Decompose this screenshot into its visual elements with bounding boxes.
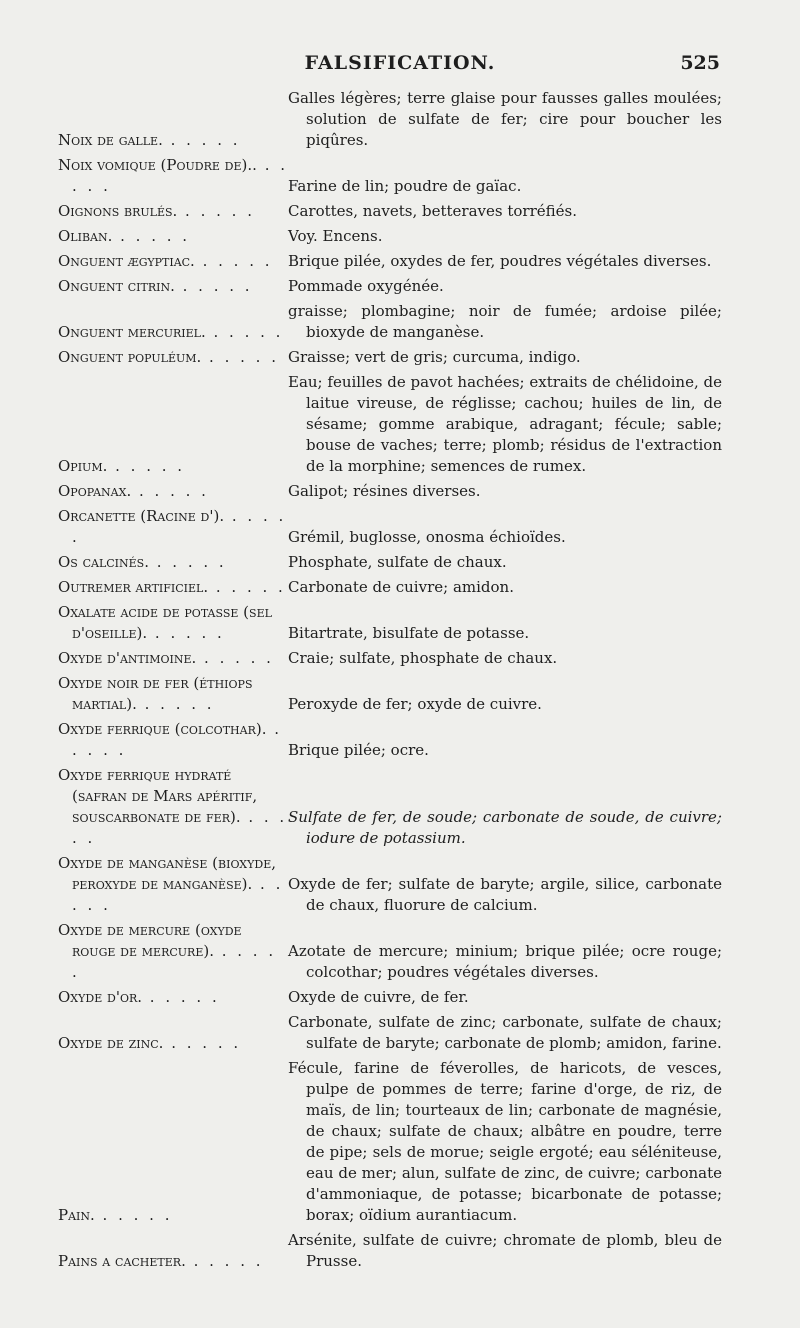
page-header — [0, 52, 800, 80]
entry-definition: Voy. Encens. — [288, 227, 383, 245]
entry-list — [58, 88, 722, 1276]
entry-onguent-citrin — [58, 276, 722, 297]
entry-os-calcines — [58, 552, 722, 573]
entry-definition: Phosphate, sulfate de chaux. — [288, 553, 507, 571]
entry-definition: Bitartrate, bisulfate de potasse. — [288, 624, 530, 642]
entry-definition: graisse; plombagine; noir de fumée; ardoise pilée; bioxyde de manganèse. — [288, 302, 722, 341]
leader-dots: . . . . . — [107, 457, 186, 475]
entry-onguent-mercuriel — [58, 301, 722, 343]
running-title: FALSIFICATION. — [304, 52, 496, 74]
leader-dots: . . . . . — [163, 1034, 242, 1052]
entry-definition: Craie; sulfate, phosphate de chaux. — [288, 649, 558, 667]
entry-term: Noix de galle. . . . . . — [58, 131, 241, 149]
entry-term: Pain. . . . . . — [58, 1206, 173, 1224]
entry-noix-de-galle — [58, 88, 722, 151]
entry-term: Oliban. . . . . . — [58, 227, 191, 245]
leader-dots: . . . . . — [147, 624, 225, 642]
entry-term: Oxyde de zinc. . . . . . — [58, 1034, 242, 1052]
entry-term: Oxyde d'or. . . . . . — [58, 988, 220, 1006]
entry-term: Opopanax. . . . . . — [58, 482, 209, 500]
leader-dots: . . . . . — [72, 156, 288, 195]
entry-term: Onguent citrin. . . . . . — [58, 277, 253, 295]
leader-dots: . . . . . — [136, 695, 215, 713]
entry-definition: Brique pilée; ocre. — [288, 741, 429, 759]
entry-term: Onguent populéum. . . . . . — [58, 348, 279, 366]
entry-oxyde-de-zinc — [58, 1012, 722, 1054]
entry-oxalate-acide-de-potasse — [58, 602, 722, 644]
entry-onguent-populeum — [58, 347, 722, 368]
entry-oxyde-dor — [58, 987, 722, 1008]
entry-term: Orcanette (Racine d'). . . . . . — [58, 507, 287, 546]
leader-dots: . . . . . — [94, 1206, 173, 1224]
entry-definition: Peroxyde de fer; oxyde de cuivre. — [288, 695, 542, 713]
entry-pain — [58, 1058, 722, 1226]
entry-oliban — [58, 226, 722, 247]
entry-definition: Carottes, navets, betteraves torréfiés. — [288, 202, 577, 220]
entry-oxyde-noir-de-fer — [58, 673, 722, 715]
leader-dots: . . . . . — [72, 720, 283, 759]
entry-term: Oxyde ferrique hydraté (safran de Mars apéritif, souscarbonate de fer). . . . . . — [58, 766, 288, 847]
entry-definition: Pommade oxygénée. — [288, 277, 444, 295]
entry-term: Outremer artificiel. . . . . . — [58, 578, 286, 596]
entry-definition: Grémil, buglosse, onosma échioïdes. — [288, 528, 566, 546]
entry-pains-a-cacheter — [58, 1230, 722, 1272]
leader-dots: . . . . . — [149, 553, 227, 571]
leader-dots: . . . . . — [174, 277, 253, 295]
leader-dots: . . . . . — [72, 507, 287, 546]
entry-definition: Carbonate, sulfate de zinc; carbonate, sulfate de chaux; sulfate de baryte; carbonate de plomb; amidon, farine. — [288, 1013, 722, 1052]
entry-term: Oxalate acide de potasse (sel d'oseille). . . . . . — [58, 603, 272, 642]
entry-orcanette — [58, 506, 722, 548]
entry-definition: Azotate de mercure; minium; brique pilée; ocre rouge; colcothar; poudres végétales diverses. — [288, 942, 722, 981]
entry-term: Oxyde d'antimoine. . . . . . — [58, 649, 274, 667]
entry-term: Onguent mercuriel. . . . . . — [58, 323, 284, 341]
leader-dots: . . . . . — [131, 482, 209, 500]
entry-oxyde-dantimoine — [58, 648, 722, 669]
entry-definition: Sulfate de fer, de soude; carbonate de soude, de cuivre; iodure de potassium. — [288, 808, 722, 847]
entry-definition: Galipot; résines diverses. — [288, 482, 481, 500]
leader-dots: . . . . . — [162, 131, 241, 149]
entry-onguent-aegyptiac — [58, 251, 722, 272]
entry-definition: Oxyde de fer; sulfate de baryte; argile, silice, carbonate de chaux, fluorure de calcium. — [288, 875, 722, 914]
entry-noix-vomique — [58, 155, 722, 197]
entry-opopanax — [58, 481, 722, 502]
leader-dots: . . . . . — [177, 202, 255, 220]
entry-term: Pains a cacheter. . . . . . — [58, 1252, 264, 1270]
entry-definition: Arsénite, sulfate de cuivre; chromate de plomb, bleu de Prusse. — [288, 1231, 722, 1270]
leader-dots: . . . . . — [185, 1252, 264, 1270]
entry-term: Oxyde ferrique (colcothar). . . . . . — [58, 720, 283, 759]
leader-dots: . . . . . — [112, 227, 191, 245]
entry-term: Onguent ægyptiac. . . . . . — [58, 252, 273, 270]
entry-oxyde-de-manganese — [58, 853, 722, 916]
entry-oignons-brules — [58, 201, 722, 222]
entry-definition: Fécule, farine de féverolles, de haricots, de vesces, pulpe de pommes de terre; farine d'orge, de riz, de maïs, de lin; tourteaux de lin; carbonate de magnésie, de chaux; sulfate de chaux; albâtre en poudre, terre de pipe; sels de morue; seigle ergoté; eau séléniteuse, eau de mer; alun, sulfate de zinc, de cuivre; carbonate d'ammoniaque, de potasse; bicarbonate de potasse; borax; oïdium aurantiacum. — [288, 1059, 722, 1224]
entry-term: Oignons brulés. . . . . . — [58, 202, 255, 220]
leader-dots: . . . . . — [142, 988, 220, 1006]
page-number: 525 — [680, 52, 720, 74]
leader-dots: . . . . . — [201, 348, 279, 366]
leader-dots: . . . . . — [72, 808, 288, 847]
entry-term: Oxyde de manganèse (bioxyde, peroxyde de manganèse). . . . . . — [58, 854, 284, 914]
entry-definition: Carbonate de cuivre; amidon. — [288, 578, 514, 596]
entry-term: Opium. . . . . . — [58, 457, 186, 475]
entry-definition: Eau; feuilles de pavot hachées; extraits de chélidoine, de laitue vireuse, de réglisse; cachou; huiles de lin, de sésame; gomme arabique, adragant; fécule; sable; bouse de vaches; terre; plomb; résidus de l'extraction de la morphine; semences de rumex. — [288, 373, 722, 475]
entry-definition: Farine de lin; poudre de gaïac. — [288, 177, 522, 195]
leader-dots: . . . . . — [72, 942, 277, 981]
entry-oxyde-ferrique-hydrate — [58, 765, 722, 849]
leader-dots: . . . . . — [205, 323, 284, 341]
entry-term: Oxyde noir de fer (éthiops martial). . . . . . — [58, 674, 253, 713]
leader-dots: . . . . . — [194, 252, 273, 270]
leader-dots: . . . . . — [208, 578, 286, 596]
entry-definition: Oxyde de cuivre, de fer. — [288, 988, 469, 1006]
entry-outremer-artificiel — [58, 577, 722, 598]
entry-oxyde-de-mercure — [58, 920, 722, 983]
entry-oxyde-ferrique — [58, 719, 722, 761]
entry-term: Noix vomique (Poudre de).. . . . . . — [58, 156, 288, 195]
entry-definition: Graisse; vert de gris; curcuma, indigo. — [288, 348, 581, 366]
leader-dots: . . . . . — [72, 875, 284, 914]
entry-opium — [58, 372, 722, 477]
entry-definition: Brique pilée, oxydes de fer, poudres végétales diverses. — [288, 252, 712, 270]
leader-dots: . . . . . — [196, 649, 274, 667]
entry-term: Oxyde de mercure (oxyde rouge de mercure). . . . . . — [58, 921, 277, 981]
entry-definition: Galles légères; terre glaise pour fausses galles moulées; solution de sulfate de fer; cire pour boucher les piqûres. — [288, 89, 722, 149]
entry-term: Os calcinés. . . . . . — [58, 553, 227, 571]
